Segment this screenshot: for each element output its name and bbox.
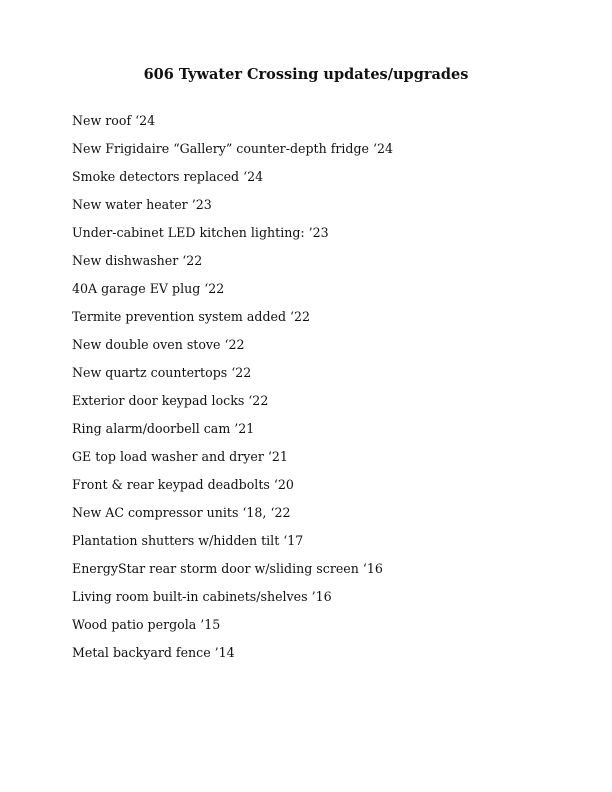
upgrade-list	[72, 111, 393, 671]
list-item: Wood patio pergola ’15	[72, 617, 221, 632]
list-item: Metal backyard fence ’14	[72, 645, 235, 660]
list-item: New water heater ’23	[72, 197, 212, 212]
list-item: GE top load washer and dryer ‘21	[72, 449, 288, 464]
list-item: Exterior door keypad locks ‘22	[72, 393, 269, 408]
list-item: Plantation shutters w/hidden tilt ‘17	[72, 533, 304, 548]
list-item: New AC compressor units ‘18, ‘22	[72, 505, 291, 520]
list-item: Ring alarm/doorbell cam ’21	[72, 421, 255, 436]
list-item: New roof ‘24	[72, 113, 156, 128]
list-item: Living room built-in cabinets/shelves ’16	[72, 589, 332, 604]
document-title: 606 Tywater Crossing updates/upgrades	[143, 66, 469, 83]
list-item: New double oven stove ‘22	[72, 337, 245, 352]
list-item: Front & rear keypad deadbolts ‘20	[72, 477, 294, 492]
list-item: 40A garage EV plug ‘22	[72, 281, 225, 296]
list-item: New quartz countertops ‘22	[72, 365, 252, 380]
list-item: Smoke detectors replaced ‘24	[72, 169, 264, 184]
list-item: Termite prevention system added ‘22	[72, 309, 311, 324]
list-item: Under-cabinet LED kitchen lighting: ’23	[72, 225, 329, 240]
list-item: New Frigidaire “Gallery” counter-depth fridge ‘24	[72, 141, 394, 156]
list-item: New dishwasher ‘22	[72, 253, 203, 268]
list-item: EnergyStar rear storm door w/sliding screen ‘16	[72, 561, 383, 576]
